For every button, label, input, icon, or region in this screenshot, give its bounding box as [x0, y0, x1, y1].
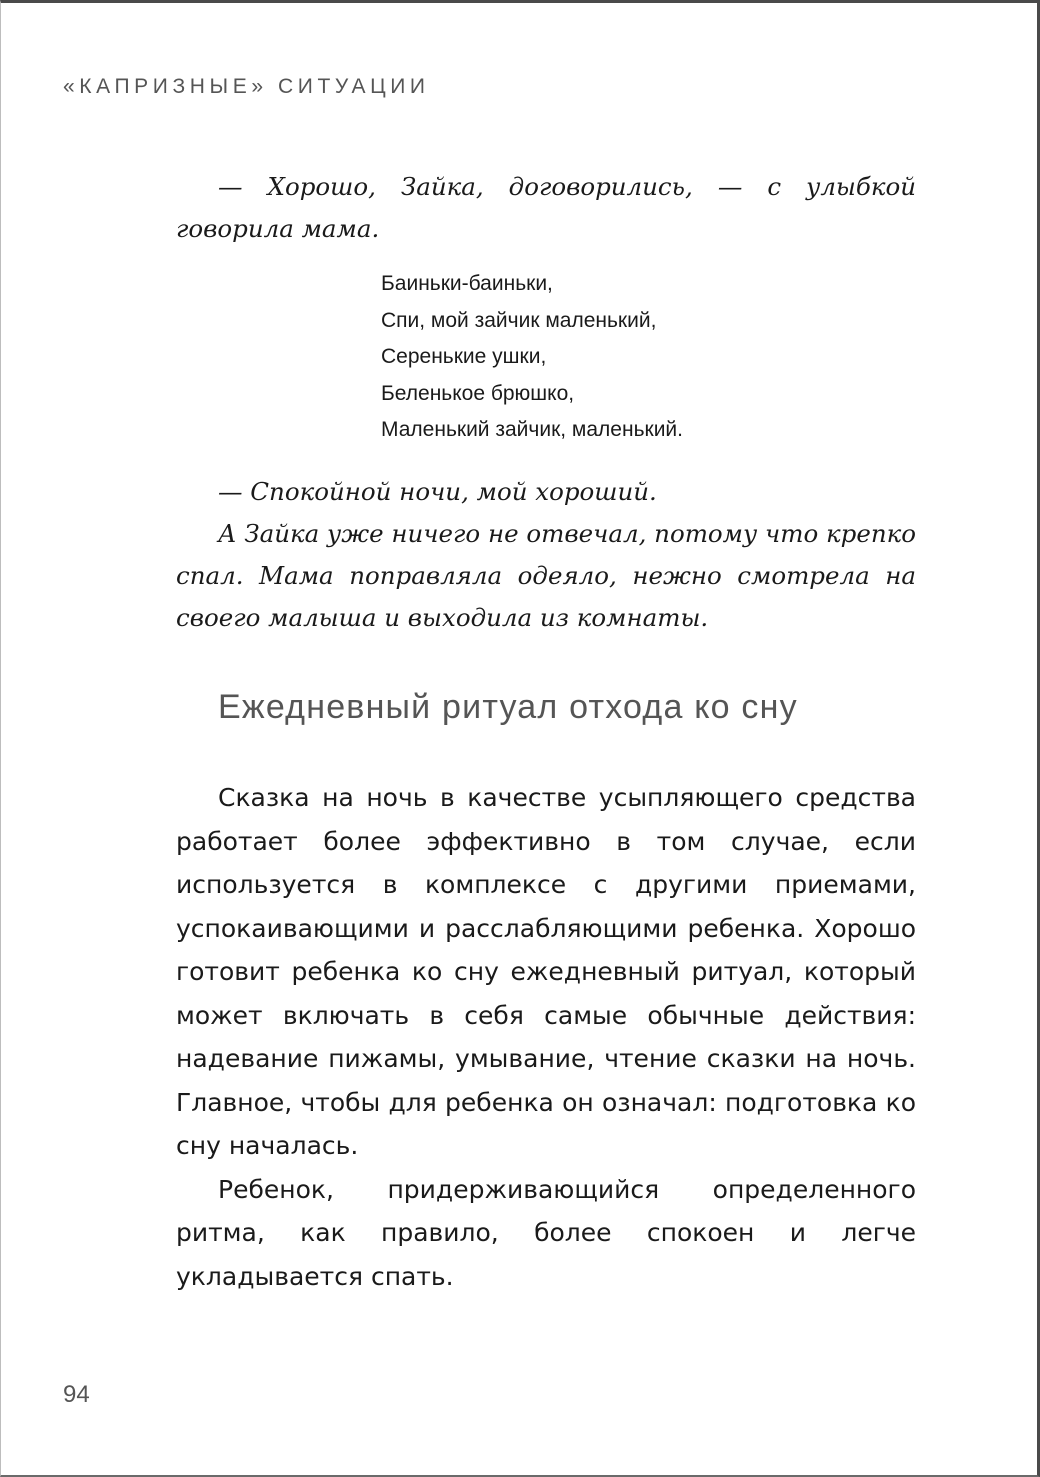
body-text — [176, 776, 916, 1298]
dialogue-paragraph: А Зайка уже ничего не отвечал, потому что крепко спал. Мама поправляла одеяло, нежно смотрела на своего малыша и выходила из комнаты. — [176, 519, 916, 632]
dialogue-top — [176, 166, 916, 250]
poem-line: Баиньки-баиньки, — [381, 272, 553, 295]
body-paragraph: Ребенок, придерживающийся определенного ритма, как правило, более спокоен и легче укладывается спать. — [176, 1174, 916, 1291]
dialogue-bottom — [176, 471, 916, 639]
running-head: «КАПРИЗНЫЕ» СИТУАЦИИ — [63, 75, 430, 98]
poem-line: Спи, мой зайчик маленький, — [381, 308, 657, 332]
section-heading: Ежедневный ритуал отхода ко сну — [218, 688, 798, 726]
lullaby-poem — [381, 266, 683, 449]
dialogue-paragraph: — Спокойной ночи, мой хороший. — [218, 477, 657, 506]
poem-line: Серенькие ушки, — [381, 345, 547, 368]
poem-line: Маленький зайчик, маленький. — [381, 418, 683, 441]
body-paragraph: Сказка на ночь в качестве усыпляющего средства работает более эффективно в том случае, если используется в комплексе с другими приемами, успокаивающими и расслабляющими ребенка. Хорошо готовит ребенка ко сну ежедневный ритуал, который может включать в себя самые обычные действия: надевание пижамы, умывание, чтение сказки на ночь. Главное, чтобы для ребенка он означал: подготовка ко сну началась. — [176, 783, 916, 1160]
dialogue-paragraph: — Хорошо, Зайка, договорились, — с улыбкой говорила мама. — [176, 172, 916, 243]
poem-line: Беленькое брюшко, — [381, 381, 575, 405]
page-number: 94 — [63, 1381, 90, 1408]
